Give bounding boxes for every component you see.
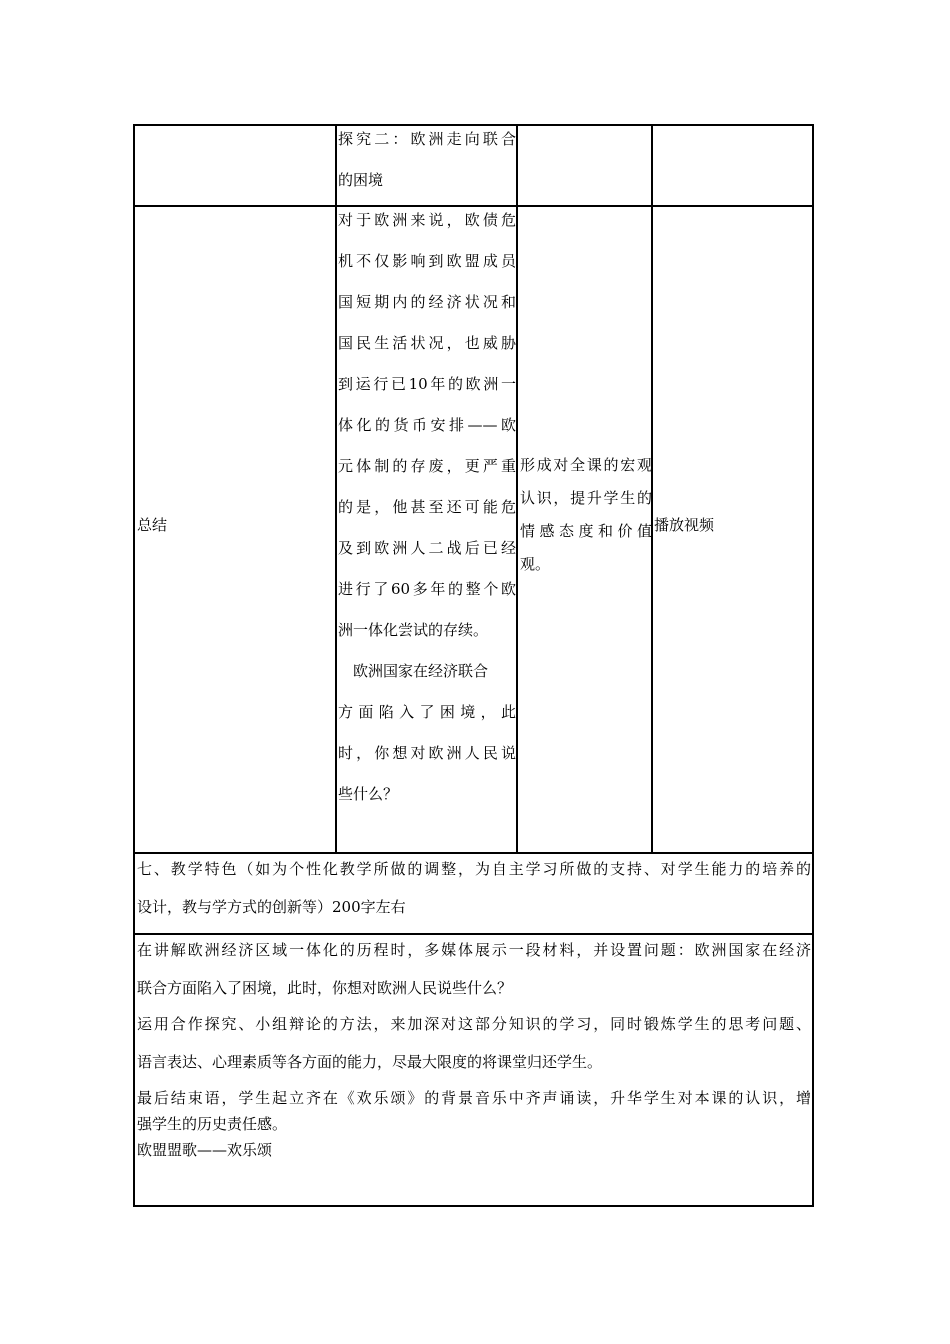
text-line: 联合方面陷入了困境，此时，你想对欧洲人民说些什么？ — [137, 979, 513, 997]
text-line: 的是，他甚至还可能危 — [338, 498, 516, 516]
text-line: 认识，提升学生的 — [520, 489, 652, 507]
table-left-border — [133, 124, 135, 1207]
summary-label: 总结 — [137, 516, 168, 534]
text-line: 洲一体化尝试的存续。 — [338, 621, 489, 639]
goal-cell — [520, 454, 652, 586]
text-line: 及到欧洲人二战后已经 — [338, 539, 516, 557]
text-line: 机不仅影响到欧盟成员 — [338, 252, 516, 270]
text-line: 欧盟盟歌——欢乐颂 — [137, 1141, 273, 1159]
text-line: 对于欧洲来说，欧债危 — [338, 211, 516, 229]
text-line: 强学生的历史责任感。 — [137, 1115, 288, 1133]
text-line: 方面陷入了困境，此 — [338, 703, 516, 721]
text-line: 情感态度和价值 — [520, 522, 652, 540]
text-line: 在讲解欧洲经济区域一体化的历程时，多媒体展示一段材料，并设置问题：欧洲国家在经济 — [137, 941, 811, 959]
text-line: 探究二：欧洲走向联合 — [338, 130, 516, 148]
column-divider-1 — [335, 124, 337, 854]
text-line: 到运行已10年的欧洲一 — [338, 375, 516, 393]
summary-content-cell — [338, 209, 516, 824]
text-line: 时，你想对欧洲人民说 — [338, 744, 516, 762]
text-line: 些什么？ — [338, 785, 399, 803]
row2-bottom-border — [133, 852, 814, 854]
column-divider-2 — [516, 124, 518, 854]
text-line: 七、教学特色（如为个性化教学所做的调整，为自主学习所做的支持、对学生能力的培养的 — [137, 860, 811, 878]
text-line: 语言表达、心理素质等各方面的能力，尽最大限度的将课堂归还学生。 — [137, 1053, 603, 1071]
teaching-feature-content — [137, 939, 811, 1161]
text-line: 的困境 — [338, 171, 384, 189]
text-line: 元体制的存废，更严重 — [338, 457, 516, 475]
text-line: 运用合作探究、小组辩论的方法，来加深对这部分知识的学习，同时锻炼学生的思考问题、 — [137, 1015, 811, 1033]
section7-heading — [137, 858, 811, 918]
section7-bottom-border — [133, 933, 814, 935]
table-top-border — [133, 124, 814, 126]
text-line: 最后结束语，学生起立齐在《欢乐颂》的背景音乐中齐声诵读，升华学生对本课的认识，增 — [137, 1089, 811, 1107]
text-line: 进行了60多年的整个欧 — [338, 580, 516, 598]
text-line: 国民生活状况，也威胁 — [338, 334, 516, 352]
text-line: 形成对全课的宏观 — [520, 456, 652, 474]
text-line: 观。 — [520, 555, 551, 573]
text-line: 设计，教与学方式的创新等）200字左右 — [137, 898, 406, 916]
text-line: 欧洲国家在经济联合 — [338, 662, 489, 680]
row1-content-cell — [338, 128, 516, 210]
text-line: 体化的货币安排——欧 — [338, 416, 516, 434]
table-bottom-border — [133, 1205, 814, 1207]
text-line: 国短期内的经济状况和 — [338, 293, 516, 311]
table-right-border — [812, 124, 814, 1207]
play-video-text: 播放视频 — [654, 516, 715, 534]
